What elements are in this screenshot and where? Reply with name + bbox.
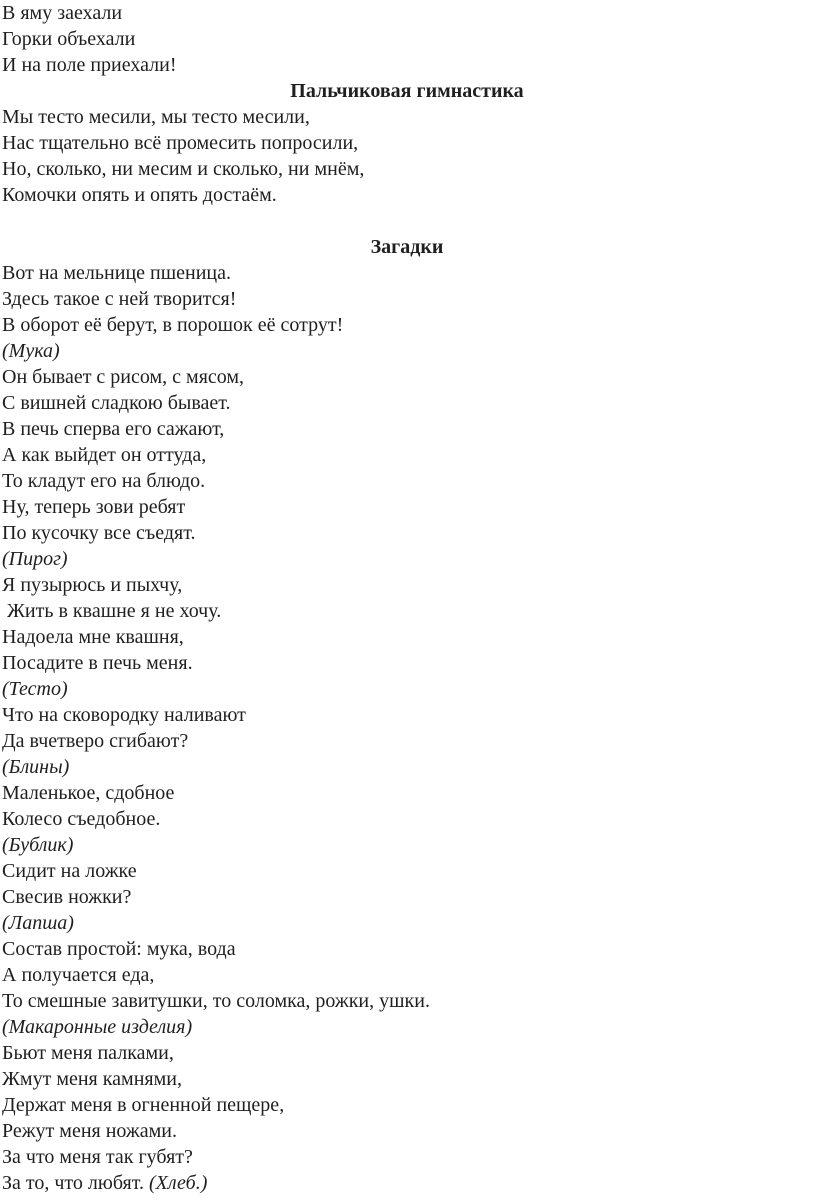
verse-line: Нас тщательно всё промесить попросили, bbox=[2, 132, 359, 154]
riddle-answer: (Блины) bbox=[2, 756, 70, 778]
riddle-line: А как выйдет он оттуда, bbox=[2, 444, 207, 466]
riddle-line: Вот на мельнице пшеница. bbox=[2, 262, 231, 284]
riddles-section bbox=[2, 234, 812, 1196]
gymnastics-section bbox=[2, 78, 812, 208]
riddle bbox=[2, 364, 812, 572]
riddle-line: Колесо съедобное. bbox=[2, 808, 161, 830]
verse-line: В яму заехали bbox=[2, 2, 123, 24]
riddle bbox=[2, 858, 812, 936]
riddle-line: Маленькое, сдобное bbox=[2, 782, 175, 804]
riddle-line: Здесь такое с ней творится! bbox=[2, 288, 237, 310]
riddle-answer: (Лапша) bbox=[2, 912, 74, 934]
riddle-line: За что меня так губят? bbox=[2, 1146, 193, 1168]
riddle-final-line bbox=[2, 1170, 812, 1196]
riddle-line: Ну, теперь зови ребят bbox=[2, 496, 186, 518]
riddle-line: С вишней сладкою бывает. bbox=[2, 392, 231, 414]
riddle-line: Жмут меня камнями, bbox=[2, 1068, 182, 1090]
riddle-line: В оборот её берут, в порошок её сотрут! bbox=[2, 314, 344, 336]
riddle-line: По кусочку все съедят. bbox=[2, 522, 196, 544]
riddle-line: Он бывает с рисом, с мясом, bbox=[2, 366, 245, 388]
section-heading: Загадки bbox=[370, 236, 444, 258]
riddle-line: Я пузырюсь и пыхчу, bbox=[2, 574, 183, 596]
verse-line: Горки объехали bbox=[2, 28, 136, 50]
riddle-line: Да вчетверо сгибают? bbox=[2, 730, 189, 752]
riddle-answer: (Макаронные изделия) bbox=[2, 1016, 193, 1038]
intro-verse bbox=[2, 0, 812, 78]
riddle-line: Бьют меня палками, bbox=[2, 1042, 174, 1064]
riddle-line: Сидит на ложке bbox=[2, 860, 137, 882]
riddle bbox=[2, 936, 812, 1040]
riddle bbox=[2, 572, 812, 702]
verse-line: Но, сколько, ни месим и сколько, ни мнём, bbox=[2, 158, 365, 180]
riddle-answer: (Бублик) bbox=[2, 834, 74, 856]
riddle-answer: (Мука) bbox=[2, 340, 60, 362]
riddle-line: В печь сперва его сажают, bbox=[2, 418, 225, 440]
riddle-line: То кладут его на блюдо. bbox=[2, 470, 206, 492]
riddle-line: То смешные завитушки, то соломка, рожки, ушки. bbox=[2, 990, 430, 1012]
riddle-line: Режут меня ножами. bbox=[2, 1120, 177, 1142]
riddle-line: Жить в квашне я не хочу. bbox=[2, 600, 222, 622]
riddle-line: Надоела мне квашня, bbox=[2, 626, 184, 648]
riddle-answer: (Тесто) bbox=[2, 678, 68, 700]
riddle-line: Держат меня в огненной пещере, bbox=[2, 1094, 285, 1116]
section-heading: Пальчиковая гимнастика bbox=[290, 80, 524, 102]
riddle bbox=[2, 702, 812, 780]
document-page bbox=[2, 0, 812, 1196]
riddle-answer: (Пирог) bbox=[2, 548, 68, 570]
riddle-line: Свесив ножки? bbox=[2, 886, 132, 908]
riddle-answer: (Хлеб.) bbox=[148, 1172, 208, 1194]
verse-line: И на поле приехали! bbox=[2, 54, 177, 76]
riddle-line: А получается еда, bbox=[2, 964, 155, 986]
verse-line: Мы тесто месили, мы тесто месили, bbox=[2, 106, 310, 128]
blank-line bbox=[2, 208, 812, 234]
verse-line: Комочки опять и опять достаём. bbox=[2, 184, 277, 206]
riddle bbox=[2, 780, 812, 858]
riddle bbox=[2, 260, 812, 364]
riddle-line: Состав простой: мука, вода bbox=[2, 938, 236, 960]
riddle-line: Что на сковородку наливают bbox=[2, 704, 246, 726]
riddle-line: Посадите в печь меня. bbox=[2, 652, 193, 674]
riddle-final-text: За то, что любят. bbox=[2, 1172, 149, 1194]
riddle bbox=[2, 1040, 812, 1196]
